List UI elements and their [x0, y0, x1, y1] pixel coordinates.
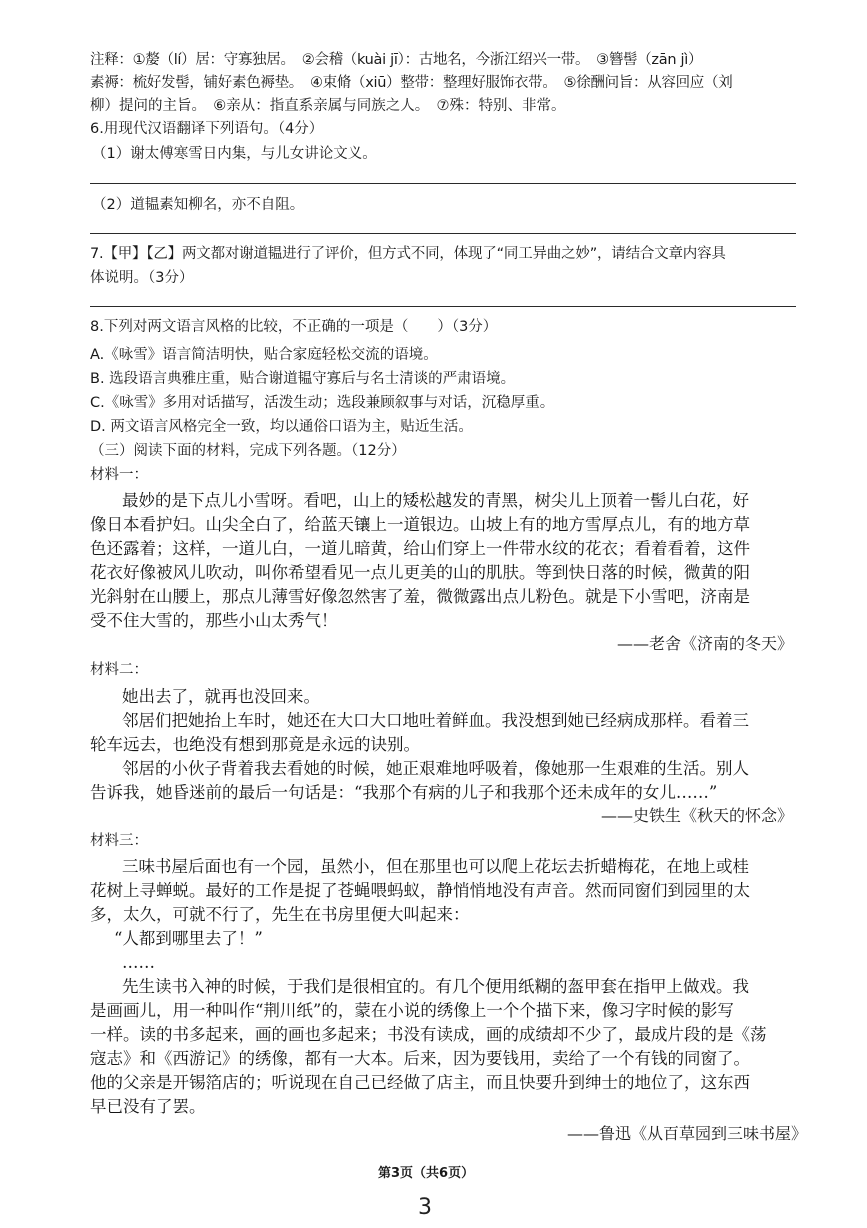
- material-3-line-4: “人都到哪里去了！”: [114, 929, 263, 948]
- material-1-line-3: 色还露着；这样，一道儿白，一道儿暗黄，给山们穿上一件带水纹的花衣；看着看着，这件: [90, 539, 750, 558]
- material-3-label: 材料三：: [90, 833, 148, 849]
- question-6-item-1: （1）谢太傅寒雪日内集，与儿女讲论文义。: [92, 146, 377, 162]
- material-3-line-9: 寇志》和《西游记》的绣像，都有一大本。后来，因为要钱用，卖给了一个有钱的同窗了。: [90, 1049, 750, 1068]
- page-footer-label: 第3页（共6页）: [378, 1166, 475, 1181]
- answer-line-6-2: [90, 233, 796, 234]
- answer-line-6-1: [90, 183, 796, 184]
- question-8-option-d: D. 两文语言风格完全一致，均以通俗口语为主，贴近生活。: [90, 419, 473, 435]
- material-1-line-1: 最妙的是下点儿小雪呀。看吧，山上的矮松越发的青黑，树尖儿上顶着一髻儿白花，好: [122, 491, 749, 510]
- material-2-line-1: 她出去了，就再也没回来。: [122, 687, 320, 706]
- material-2-line-4: 邻居的小伙子背着我去看她的时候，她正艰难地呼吸着，像她那一生艰难的生活。别人: [122, 759, 749, 778]
- material-3-line-10: 他的父亲是开锡箔店的；听说现在自己已经做了店主，而且快要升到绅士的地位了，这东西: [90, 1073, 750, 1092]
- notes-line-3: 柳）提问的主旨。 ⑥亲从：指直系亲属与同族之人。 ⑦殊：特别、非常。: [90, 98, 566, 114]
- material-3-source: ——鲁迅《从百草园到三味书屋》: [566, 1124, 807, 1143]
- question-6-stem: 6.用现代汉语翻译下列语句。（4分）: [90, 121, 324, 137]
- material-3-line-7: 是画画儿，用一种叫作“荆川纸”的，蒙在小说的绣像上一个个描下来，像习字时候的影写: [90, 1001, 734, 1020]
- material-1-label: 材料一：: [90, 467, 148, 483]
- material-3-line-6: 先生读书入神的时候，于我们是很相宜的。有几个便用纸糊的盔甲套在指甲上做戏。我: [122, 977, 749, 996]
- question-8-option-a: A.《咏雪》语言简洁明快，贴合家庭轻松交流的语境。: [90, 347, 438, 363]
- material-2-line-5: 告诉我，她昏迷前的最后一句话是：“我那个有病的儿子和我那个还未成年的女儿……”: [90, 783, 718, 802]
- material-2-label: 材料二：: [90, 662, 148, 678]
- notes-line-1: 注释：①嫠（lí）居：守寡独居。 ②会稽（kuài jī）：古地名，今浙江绍兴一带。 ③簪髻（zān jì）: [90, 52, 703, 68]
- material-2-line-2: 邻居们把她抬上车时，她还在大口大口地吐着鲜血。我没想到她已经病成那样。看着三: [122, 711, 749, 730]
- material-3-line-3: 多，太久，可就不行了，先生在书房里便大叫起来：: [90, 905, 470, 924]
- answer-line-7: [90, 306, 796, 307]
- material-3-line-5: ……: [122, 953, 155, 972]
- question-7-line-2: 体说明。（3分）: [90, 270, 194, 286]
- material-3-line-8: 一样。读的书多起来，画的画也多起来；书没有读成，画的成绩却不少了，最成片段的是《荡: [90, 1025, 767, 1044]
- page-number: 3: [418, 1195, 432, 1220]
- material-2-line-3: 轮车远去，也绝没有想到那竟是永远的诀别。: [90, 735, 420, 754]
- question-8-stem: 8.下列对两文语言风格的比较，不正确的一项是（ ）（3分）: [90, 319, 498, 335]
- material-1-source: ——老舍《济南的冬天》: [616, 634, 793, 653]
- material-1-line-6: 受不住大雪的，那些小山太秀气！: [90, 611, 338, 630]
- question-8-option-b: B. 选段语言典雅庄重，贴合谢道韫守寡后与名士清谈的严肃语境。: [90, 371, 516, 387]
- section-3-heading: （三）阅读下面的材料，完成下列各题。（12分）: [90, 443, 406, 459]
- material-3-line-1: 三味书屋后面也有一个园，虽然小，但在那里也可以爬上花坛去折蜡梅花，在地上或桂: [122, 857, 749, 876]
- material-1-line-2: 像日本看护妇。山尖全白了，给蓝天镶上一道银边。山坡上有的地方雪厚点儿，有的地方草: [90, 515, 750, 534]
- material-1-line-4: 花衣好像被风儿吹动，叫你希望看见一点儿更美的山的肌肤。等到快日落的时候，微黄的阳: [90, 563, 750, 582]
- question-8-option-c: C.《咏雪》多用对话描写，活泼生动；选段兼顾叙事与对话，沉稳厚重。: [90, 395, 555, 411]
- notes-line-2: 素褥：梳好发髻，铺好素色褥垫。 ④束脩（xiū）整带：整理好服饰衣带。 ⑤徐酬问旨：从容回应（刘: [90, 75, 733, 91]
- material-3-line-2: 花树上寻蝉蜕。最好的工作是捉了苍蝇喂蚂蚁，静悄悄地没有声音。然而同窗们到园里的太: [90, 881, 750, 900]
- material-1-line-5: 光斜射在山腰上，那点儿薄雪好像忽然害了羞，微微露出点儿粉色。就是下小雪吧，济南是: [90, 587, 750, 606]
- question-6-item-2: （2）道韫素知柳名，亦不自阻。: [92, 197, 305, 213]
- material-3-line-11: 早已没有了罢。: [90, 1097, 206, 1116]
- material-2-source: ——史铁生《秋天的怀念》: [600, 806, 793, 825]
- question-7-line-1: 7.【甲】【乙】两文都对谢道韫进行了评价，但方式不同，体现了“同工异曲之妙”，请结合文章内容具: [90, 246, 726, 262]
